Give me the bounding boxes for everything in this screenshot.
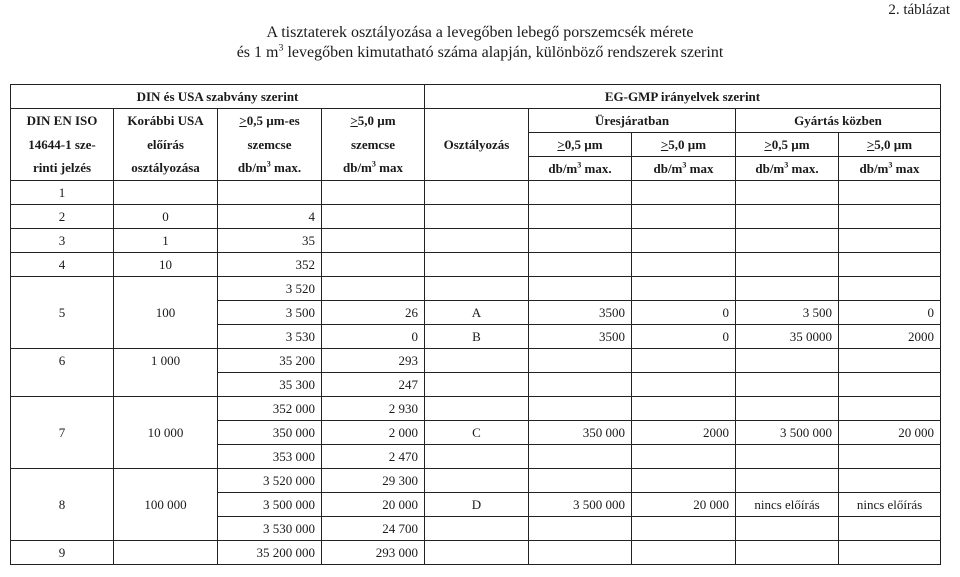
cell-ures-05: 3 500 000: [529, 493, 632, 517]
cell-empty: [839, 181, 941, 205]
cell-usa: [114, 181, 218, 205]
cell-empty: [632, 277, 736, 301]
cell-50: 0: [322, 325, 425, 349]
cell-gmp: [425, 541, 529, 565]
cell-usa: [114, 517, 218, 541]
table-row: [11, 349, 941, 373]
table-row: [11, 445, 941, 469]
cell-ures-50: 0: [632, 325, 736, 349]
cell-empty: [529, 373, 632, 397]
header-gyartas-50-unit: $db/m^3$ max: [839, 157, 941, 181]
cell-empty: [736, 517, 839, 541]
cell-50: 2 470: [322, 445, 425, 469]
cell-empty: [632, 397, 736, 421]
header-05-unit: $db/m^3$ max.: [218, 157, 322, 181]
cell-empty: [736, 181, 839, 205]
table-row: [11, 493, 941, 517]
cell-usa: 100: [114, 301, 218, 325]
cell-05: 352 000: [218, 397, 322, 421]
cell-50: 293 000: [322, 541, 425, 565]
cell-05: 4: [218, 205, 322, 229]
header-din-iso-line3: rinti jelzés: [11, 157, 114, 181]
cell-05: 3 520: [218, 277, 322, 301]
cell-empty: [529, 469, 632, 493]
cell-usa: 10: [114, 253, 218, 277]
cell-empty: [632, 349, 736, 373]
header-gyartas-05: >0,5 µm: [736, 133, 839, 157]
header-ures-50-unit: $db/m^3$ max: [632, 157, 736, 181]
cell-empty: [736, 253, 839, 277]
table-row: [11, 469, 941, 493]
cell-50: 2 930: [322, 397, 425, 421]
cell-empty: [529, 445, 632, 469]
header-osztalyozas-top: [425, 109, 529, 133]
cell-empty: [736, 373, 839, 397]
table-row: [11, 517, 941, 541]
cell-usa: 10 000: [114, 421, 218, 445]
cell-usa: 0: [114, 205, 218, 229]
table-title-line2: és 1 $m^3$ levegőben kimutatható száma alapján, különböző rendszerek szerint: [236, 42, 724, 61]
table-row: [11, 397, 941, 421]
cell-din: [11, 469, 114, 493]
cell-gmp-class: A: [425, 301, 529, 325]
cell-gmp-class: D: [425, 493, 529, 517]
cell-gmp: [425, 517, 529, 541]
cell-gyartas-50: nincs előírás: [839, 493, 941, 517]
cell-ures-50: 20 000: [632, 493, 736, 517]
header-din-iso-line1: DIN EN ISO: [11, 109, 114, 133]
cell-gmp: [425, 397, 529, 421]
table-row: [11, 277, 941, 301]
cell-empty: [736, 277, 839, 301]
cell-empty: [529, 349, 632, 373]
cell-05: 352: [218, 253, 322, 277]
header-ures-05: >0,5 µm: [529, 133, 632, 157]
cell-empty: [736, 349, 839, 373]
cell-05: 35 200 000: [218, 541, 322, 565]
table-row: [11, 325, 941, 349]
header-gyartas-50: >5,0 µm: [839, 133, 941, 157]
cell-gmp: [425, 205, 529, 229]
cell-empty: [839, 445, 941, 469]
header-50-line1: >5,0 µm: [322, 109, 425, 133]
cell-usa: 1: [114, 229, 218, 253]
table-row: [11, 421, 941, 445]
cell-empty: [632, 229, 736, 253]
cell-50: 24 700: [322, 517, 425, 541]
cell-empty: [529, 181, 632, 205]
header-gyartas-05-unit: $db/m^3$ max.: [736, 157, 839, 181]
cell-gmp: [425, 253, 529, 277]
cell-gmp-class: B: [425, 325, 529, 349]
cell-05: [218, 181, 322, 205]
cell-usa: [114, 325, 218, 349]
cell-gmp: [425, 229, 529, 253]
table-row: [11, 253, 941, 277]
table-row: [11, 373, 941, 397]
cell-usa: [114, 445, 218, 469]
cell-50: [322, 277, 425, 301]
cell-empty: [632, 541, 736, 565]
header-din-usa: DIN és USA szabvány szerint: [11, 85, 425, 109]
table-row: [11, 181, 941, 205]
cell-din: 9: [11, 541, 114, 565]
header-eg-gmp: EG-GMP irányelvek szerint: [425, 85, 941, 109]
cell-50: 293: [322, 349, 425, 373]
cell-50: [322, 253, 425, 277]
cell-usa: [114, 469, 218, 493]
cell-50: 247: [322, 373, 425, 397]
cell-05: 3 520 000: [218, 469, 322, 493]
table-row: [11, 205, 941, 229]
cell-empty: [529, 229, 632, 253]
cell-empty: [839, 349, 941, 373]
header-ures-05-unit: $db/m^3$ max.: [529, 157, 632, 181]
cell-empty: [736, 541, 839, 565]
cell-empty: [632, 445, 736, 469]
cell-din: [11, 325, 114, 349]
table-row: [11, 301, 941, 325]
cell-empty: [736, 445, 839, 469]
cleanroom-classification-table: [10, 84, 941, 565]
cell-usa: 100 000: [114, 493, 218, 517]
cell-gyartas-50: 20 000: [839, 421, 941, 445]
cell-gyartas-50: 0: [839, 301, 941, 325]
header-ures-50: >5,0 µm: [632, 133, 736, 157]
cell-gmp: [425, 445, 529, 469]
cell-empty: [839, 229, 941, 253]
cell-din: [11, 277, 114, 301]
cell-gyartas-05: 3 500: [736, 301, 839, 325]
cell-empty: [632, 205, 736, 229]
table-row: [11, 541, 941, 565]
header-osztalyozas-bottom: [425, 157, 529, 181]
cell-50: 2 000: [322, 421, 425, 445]
cell-50: [322, 229, 425, 253]
cell-empty: [632, 517, 736, 541]
cell-gyartas-05: 35 0000: [736, 325, 839, 349]
cell-empty: [839, 277, 941, 301]
header-osztalyozas: Osztályozás: [425, 133, 529, 157]
cell-empty: [839, 253, 941, 277]
cell-empty: [839, 517, 941, 541]
cell-empty: [839, 397, 941, 421]
cell-din: [11, 445, 114, 469]
table-label: 2. táblázat: [888, 2, 950, 18]
cell-05: 3 500 000: [218, 493, 322, 517]
cell-empty: [736, 229, 839, 253]
cell-din: 6: [11, 349, 114, 373]
cell-empty: [632, 373, 736, 397]
cell-din: 1: [11, 181, 114, 205]
cell-empty: [632, 469, 736, 493]
cell-din: 7: [11, 421, 114, 445]
cell-din: 4: [11, 253, 114, 277]
cell-05: 35 200: [218, 349, 322, 373]
cell-din: [11, 397, 114, 421]
cell-50: 20 000: [322, 493, 425, 517]
header-usa-line1: Korábbi USA: [114, 109, 218, 133]
cell-gmp: [425, 181, 529, 205]
cell-05: 35 300: [218, 373, 322, 397]
cell-usa: [114, 397, 218, 421]
cell-05: 350 000: [218, 421, 322, 445]
cell-empty: [632, 253, 736, 277]
cell-50: 26: [322, 301, 425, 325]
cell-din: 8: [11, 493, 114, 517]
table-title: A tisztaterek osztályozása a levegőben lebegő porszemcsék mérete: [266, 24, 694, 41]
cell-din: 5: [11, 301, 114, 325]
cell-gmp: [425, 277, 529, 301]
cell-ures-50: 0: [632, 301, 736, 325]
cell-gmp: [425, 349, 529, 373]
cell-05: 35: [218, 229, 322, 253]
cell-din: [11, 517, 114, 541]
cell-gmp-class: C: [425, 421, 529, 445]
cell-empty: [736, 469, 839, 493]
cell-empty: [529, 517, 632, 541]
header-gyartas-kozben: Gyártás közben: [736, 109, 941, 133]
cell-50: [322, 181, 425, 205]
cell-50: [322, 205, 425, 229]
header-05-line1: >0,5 µm-es: [218, 109, 322, 133]
cell-empty: [736, 205, 839, 229]
cell-empty: [736, 397, 839, 421]
cell-05: 353 000: [218, 445, 322, 469]
header-din-iso-line2: 14644-1 sze-: [11, 133, 114, 157]
cell-ures-05: 3500: [529, 325, 632, 349]
table-row: [11, 229, 941, 253]
cell-05: 3 500: [218, 301, 322, 325]
cell-empty: [529, 253, 632, 277]
header-usa-line2: előírás: [114, 133, 218, 157]
cell-05: 3 530 000: [218, 517, 322, 541]
cell-gmp: [425, 373, 529, 397]
cell-gyartas-05: 3 500 000: [736, 421, 839, 445]
header-50-unit: $db/m^3$ max: [322, 157, 425, 181]
cell-empty: [839, 469, 941, 493]
cell-empty: [839, 373, 941, 397]
cell-usa: 1 000: [114, 349, 218, 373]
header-usa-line3: osztályozása: [114, 157, 218, 181]
cell-gyartas-50: 2000: [839, 325, 941, 349]
cell-usa: [114, 277, 218, 301]
cell-empty: [632, 181, 736, 205]
cell-gyartas-05: nincs előírás: [736, 493, 839, 517]
cell-empty: [529, 541, 632, 565]
header-50-line2: szemcse: [322, 133, 425, 157]
header-05-line2: szemcse: [218, 133, 322, 157]
cell-usa: [114, 541, 218, 565]
cell-usa: [114, 373, 218, 397]
cell-empty: [839, 541, 941, 565]
cell-05: 3 530: [218, 325, 322, 349]
cell-ures-05: 3500: [529, 301, 632, 325]
cell-ures-50: 2000: [632, 421, 736, 445]
header-uresjaratban: Üresjáratban: [529, 109, 736, 133]
cell-din: 2: [11, 205, 114, 229]
cell-50: 29 300: [322, 469, 425, 493]
cell-din: [11, 373, 114, 397]
cell-empty: [529, 277, 632, 301]
cell-empty: [529, 397, 632, 421]
cell-empty: [839, 205, 941, 229]
cell-din: 3: [11, 229, 114, 253]
cell-ures-05: 350 000: [529, 421, 632, 445]
cell-gmp: [425, 469, 529, 493]
cell-empty: [529, 205, 632, 229]
